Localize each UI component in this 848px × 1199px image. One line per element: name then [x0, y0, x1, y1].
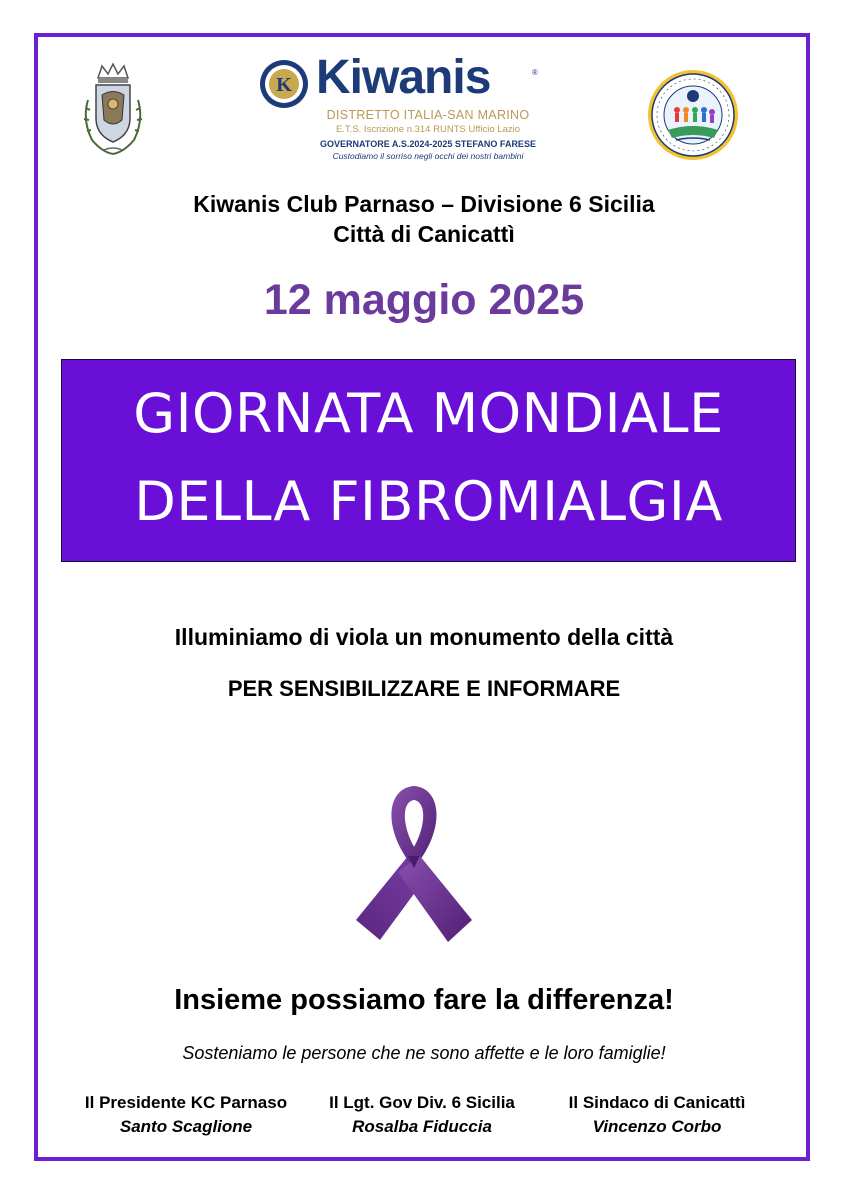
signature-role: Il Lgt. Gov Div. 6 Sicilia [329, 1093, 515, 1112]
insieme-slogan: Insieme possiamo fare la differenza! [174, 984, 674, 1016]
kiwanis-governor: GOVERNATORE A.S.2024-2025 STEFANO FARESE [320, 139, 536, 149]
club-line-1: Kiwanis Club Parnaso – Divisione 6 Sicilia [193, 191, 655, 217]
kiwanis-logo [258, 51, 558, 166]
club-line-2: Città di Canicattì [333, 221, 515, 247]
kiwanis-district: DISTRETTO ITALIA-SAN MARINO [326, 108, 530, 122]
banner-line-1: GIORNATA MONDIALE [133, 382, 724, 445]
kiwanis-trademark: ® [532, 68, 538, 77]
purple-awareness-ribbon-icon [352, 780, 476, 950]
town-crest-icon [78, 60, 148, 160]
signature-lieutenant-governor [308, 1091, 536, 1139]
kiwanis-wordmark: Kiwanis [316, 51, 491, 104]
signature-role: Il Presidente KC Parnaso [84, 1093, 288, 1112]
children-circle-logo-icon [646, 68, 740, 162]
awareness-line: PER SENSIBILIZZARE E INFORMARE [227, 676, 621, 701]
banner-line-2: DELLA FIBROMIALGIA [134, 470, 723, 533]
signature-president [68, 1091, 304, 1139]
kiwanis-seal-icon [258, 58, 310, 110]
event-date: 12 maggio 2025 [263, 276, 585, 324]
club-heading [0, 189, 848, 249]
signature-name: Vincenzo Corbo [592, 1117, 722, 1136]
kiwanis-ets: E.T.S. Iscrizione n.314 RUNTS Ufficio Lazio [335, 124, 521, 135]
signature-role: Il Sindaco di Canicattì [568, 1093, 746, 1112]
tagline: Illuminiamo di viola un monumento della città [174, 624, 674, 650]
kiwanis-motto: Custodiamo il sorriso negli occhi dei nostri bambini [332, 151, 524, 161]
signature-name: Rosalba Fiduccia [352, 1117, 492, 1136]
support-message: Sosteniamo le persone che ne sono affette e le loro famiglie! [182, 1043, 666, 1063]
signature-mayor [546, 1091, 768, 1139]
signature-name: Santo Scaglione [119, 1117, 253, 1136]
title-banner [61, 359, 796, 562]
kiwanis-seal-letter: K [276, 74, 292, 96]
